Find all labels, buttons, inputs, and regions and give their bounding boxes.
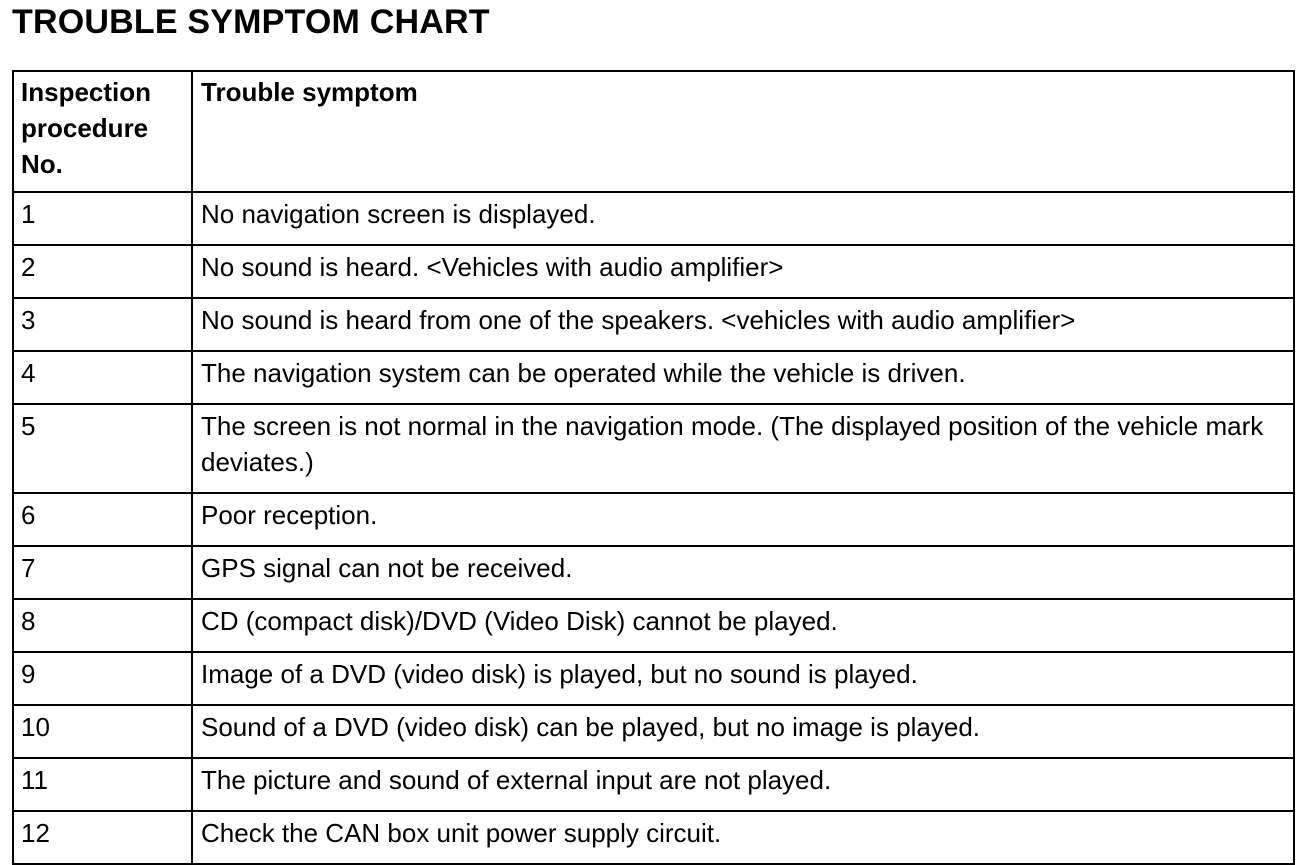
symptom-cell: CD (compact disk)/DVD (Video Disk) cannot be played. xyxy=(192,599,1294,652)
page-title: TROUBLE SYMPTOM CHART xyxy=(12,3,490,41)
table-row xyxy=(13,298,1294,351)
table-row xyxy=(13,758,1294,811)
procedure-number-cell: 6 xyxy=(13,493,192,546)
table-row xyxy=(13,811,1294,864)
table-header-row xyxy=(13,71,1294,192)
header-inspection-procedure-no: Inspection procedure No. xyxy=(13,71,192,192)
procedure-number-cell: 7 xyxy=(13,546,192,599)
symptom-cell: The picture and sound of external input are not played. xyxy=(192,758,1294,811)
table-row xyxy=(13,599,1294,652)
procedure-number-cell: 12 xyxy=(13,811,192,864)
procedure-number-cell: 2 xyxy=(13,245,192,298)
symptom-cell: The navigation system can be operated while the vehicle is driven. xyxy=(192,351,1294,404)
procedure-number-cell: 9 xyxy=(13,652,192,705)
symptom-cell: Poor reception. xyxy=(192,493,1294,546)
table-row xyxy=(13,705,1294,758)
table-row xyxy=(13,192,1294,245)
procedure-number-cell: 5 xyxy=(13,404,192,493)
procedure-number-cell: 4 xyxy=(13,351,192,404)
symptom-cell: No sound is heard from one of the speakers. <vehicles with audio amplifier> xyxy=(192,298,1294,351)
symptom-cell: Sound of a DVD (video disk) can be played, but no image is played. xyxy=(192,705,1294,758)
procedure-number-cell: 11 xyxy=(13,758,192,811)
symptom-cell: GPS signal can not be received. xyxy=(192,546,1294,599)
header-trouble-symptom: Trouble symptom xyxy=(192,71,1294,192)
table-row xyxy=(13,546,1294,599)
procedure-number-cell: 8 xyxy=(13,599,192,652)
procedure-number-cell: 10 xyxy=(13,705,192,758)
table-row xyxy=(13,351,1294,404)
table-row xyxy=(13,493,1294,546)
table-row xyxy=(13,245,1294,298)
symptom-cell: Image of a DVD (video disk) is played, but no sound is played. xyxy=(192,652,1294,705)
table-row xyxy=(13,404,1294,493)
procedure-number-cell: 3 xyxy=(13,298,192,351)
symptom-cell: No sound is heard. <Vehicles with audio amplifier> xyxy=(192,245,1294,298)
table-row xyxy=(13,652,1294,705)
trouble-symptom-table xyxy=(12,70,1295,865)
symptom-cell: Check the CAN box unit power supply circuit. xyxy=(192,811,1294,864)
procedure-number-cell: 1 xyxy=(13,192,192,245)
symptom-cell: The screen is not normal in the navigation mode. (The displayed position of the vehicle mark deviates.) xyxy=(192,404,1294,493)
symptom-cell: No navigation screen is displayed. xyxy=(192,192,1294,245)
